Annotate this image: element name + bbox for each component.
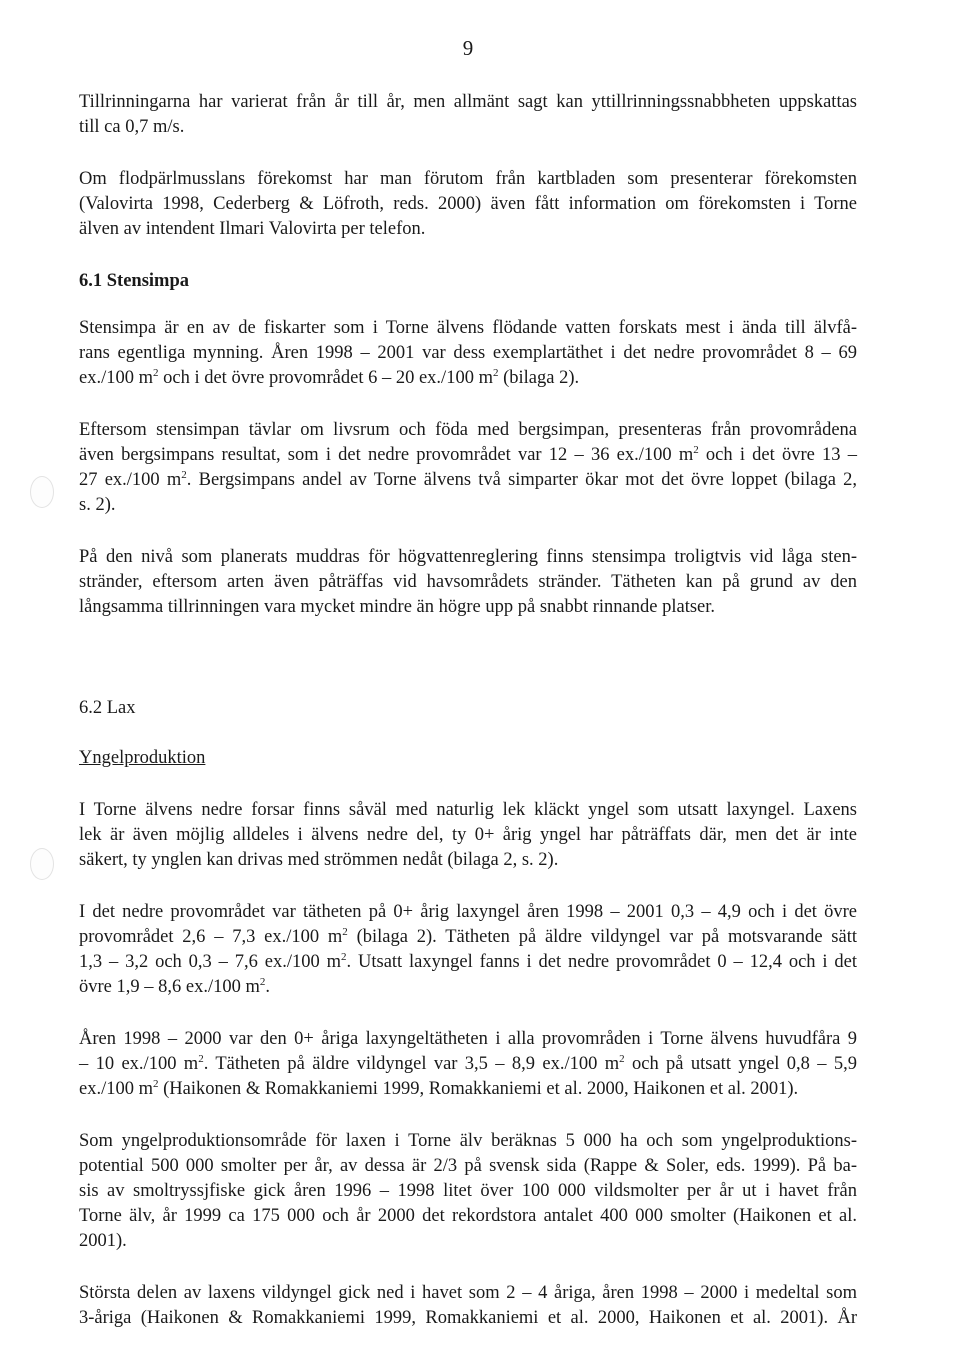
text-line: sis av smoltryssjfiske gick åren 1996 – 1998 litet över 100 000 vildsmolter per år ut i havet från (79, 1181, 857, 1201)
paragraph-stensimpa (79, 316, 857, 391)
text-line: 27 ex./100 $m^2$. Bergsimpans andel av Torne älvens två simparter ökar mot det övre loppet (bilaga 2, (79, 469, 857, 490)
text-line: lek är även möjlig alldeles i älvens nedre del, ty 0+ årig yngel har påträffats där, men det är inte (79, 825, 857, 845)
text-line: (Valovirta 1998, Cederberg & Löfroth, reds. 2000) även fått information om förekomsten i Torne (79, 194, 857, 214)
text-line: till ca 0,7 m/s. (79, 117, 185, 137)
paragraph-huvudfara (79, 1027, 857, 1102)
text-line: stränder, eftersom arten även påträffas vid havsområdets stränder. Tätheten kan på grund av den (79, 572, 857, 592)
text-line: 1,3 – 3,2 och 0,3 – 7,6 ex./100 $m^2$. Utsatt laxyngel fanns i det nedre provområdet 0 – 12,4 och i det (79, 951, 858, 972)
section-heading-stensimpa: 6.1 Stensimpa (79, 271, 189, 291)
text-line: Tillrinningarna har varierat från år till år, men allmänt sagt kan yttillrinningssnabbheten uppskattas (79, 92, 857, 112)
text-line: Eftersom stensimpan tävlar om livsrum och föda med bergsimpan, presenteras från provområdena (79, 420, 857, 440)
text-line: ex./100 $m^2$ och i det övre provområdet 6 – 20 ex./100 $m^2$ (bilaga 2). (79, 367, 580, 388)
subheading-yngelproduktion: Yngelproduktion (79, 748, 206, 768)
text-line: säkert, ty ynglen kan drivas med strömmen nedåt (bilaga 2, s. 2). (79, 850, 559, 870)
section-heading-lax: 6.2 Lax (79, 698, 136, 718)
paragraph-bergsimpa (79, 418, 857, 518)
text-line: älven av intendent Ilmari Valovirta per telefon. (79, 219, 426, 239)
text-line: Största delen av laxens vildyngel gick ned i havet som 2 – 4 åriga, åren 1998 – 2000 i medeltal som (79, 1283, 857, 1303)
paragraph-smolter (79, 1129, 857, 1254)
text-line: I Torne älvens nedre forsar finns såväl med naturlig lek kläckt yngel som utsatt laxyngel. Laxens (79, 800, 857, 820)
page-content (79, 90, 857, 1331)
paragraph-flodparlmussla (79, 167, 857, 242)
text-line: även bergsimpans resultat, som i det nedre provområdet var 12 – 36 ex./100 $m^2$ och i det övre 13 – (79, 444, 857, 465)
text-line: 2001). (79, 1231, 127, 1251)
text-line: provområdet 2,6 – 7,3 ex./100 $m^2$ (bilaga 2). Tätheten på äldre vildyngel var på motsvarande sätt (79, 926, 857, 947)
paragraph-forsar (79, 798, 857, 873)
text-line: – 10 ex./100 $m^2$. Tätheten på äldre vildyngel var 3,5 – 8,9 ex./100 $m^2$ och på utsatt yngel 0,8 – 5,9 (79, 1053, 857, 1074)
text-line: övre 1,9 – 8,6 ex./100 $m^2$. (79, 976, 270, 997)
text-line: Åren 1998 – 2000 var den 0+ åriga laxyngeltätheten i alla provområden i Torne älvens huvudfåra 9 (79, 1029, 857, 1049)
text-line: Om flodpärlmusslans förekomst har man förutom från kartbladen som presenterar förekomsten (79, 169, 857, 189)
text-line: Som yngelproduktionsområde för laxen i Torne älv beräknas 5 000 ha och som yngelproduktions- (79, 1131, 857, 1151)
page-number: 9 (462, 36, 474, 60)
text-line: långsamma tillrinningen vara mycket mindre än högre upp på snabbt rinnande platser. (79, 597, 716, 617)
binder-hole (30, 848, 54, 880)
text-line: Stensimpa är en av de fiskarter som i Torne älvens flödande vatten forskats mest i ända till älvfå- (79, 318, 857, 338)
text-line: Torne älv, år 1999 ca 175 000 och år 2000 det rekordstora antalet 400 000 smolter (Haikonen et al. (79, 1206, 857, 1226)
paragraph-vildyngel (79, 1281, 857, 1331)
text-line: I det nedre provområdet var tätheten på 0+ årig laxyngel åren 1998 – 2001 0,3 – 4,9 och i det övre (79, 902, 857, 922)
text-line: ex./100 $m^2$ (Haikonen & Romakkaniemi 1999, Romakkaniemi et al. 2000, Haikonen et al. 2001). (79, 1078, 799, 1099)
text-line: På den nivå som planerats muddras för högvattenreglering finns stensimpa troligtvis vid låga sten- (79, 547, 857, 567)
paragraph-muddring (79, 545, 857, 620)
paragraph-tillrinning (79, 90, 857, 140)
text-line: potential 500 000 smolter per år, av dessa är 2/3 på svensk sida (Rappe & Soler, eds. 1999). På ba- (79, 1156, 857, 1176)
binder-hole (30, 476, 54, 508)
text-line: rans egentliga mynning. Åren 1998 – 2001 var dess exemplartäthet i det nedre provområdet 8 – 69 (79, 343, 857, 363)
text-line: s. 2). (79, 495, 116, 515)
text-line: 3-åriga (Haikonen & Romakkaniemi 1999, Romakkaniemi et al. 2000, Haikonen et al. 2001). År (79, 1308, 857, 1328)
paragraph-tathet (79, 900, 857, 1000)
